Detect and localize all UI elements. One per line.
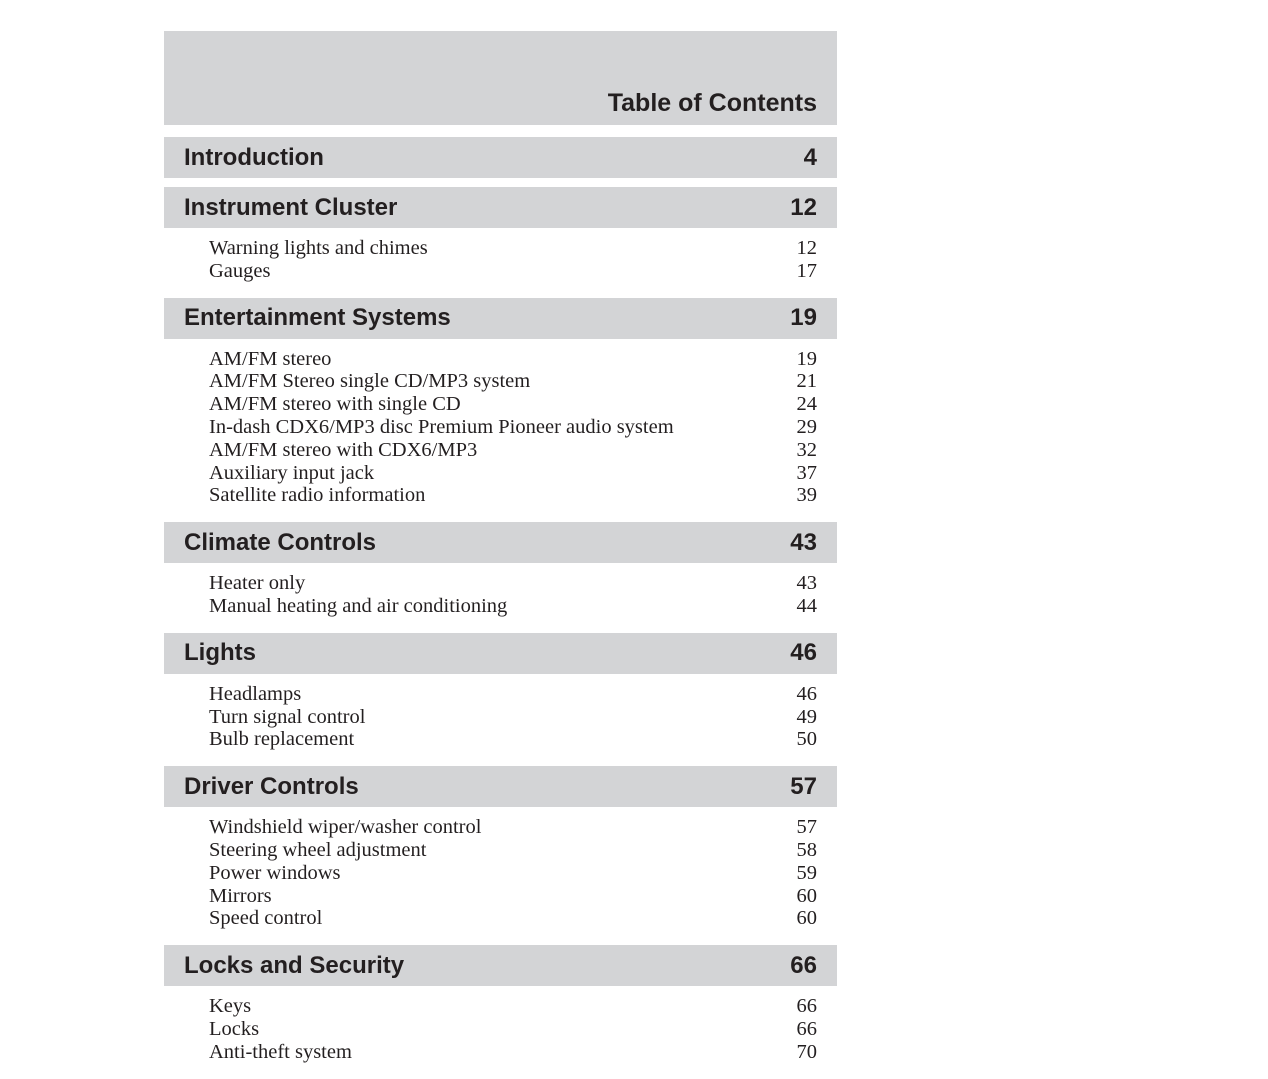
toc-entry[interactable] xyxy=(209,683,817,706)
entry-page-number: 17 xyxy=(796,259,817,282)
toc-entry[interactable] xyxy=(209,462,817,485)
entry-label: Keys xyxy=(209,995,252,1018)
entry-page-number: 12 xyxy=(796,237,817,259)
toc-entry[interactable] xyxy=(209,862,817,885)
entry-label: Manual heating and air conditioning xyxy=(209,594,508,617)
section-page-number: 12 xyxy=(790,193,817,221)
entry-page-number: 60 xyxy=(796,884,817,907)
section-page-number: 4 xyxy=(803,143,817,171)
toc-entry[interactable] xyxy=(209,728,817,751)
section-page-number: 46 xyxy=(790,639,817,667)
entry-page-number: 49 xyxy=(796,705,817,728)
toc-entry[interactable] xyxy=(209,572,817,595)
section-heading[interactable] xyxy=(164,945,837,986)
toc-entry[interactable] xyxy=(209,439,817,462)
toc-entry[interactable] xyxy=(209,995,817,1018)
section-title: Lights xyxy=(184,639,256,667)
entry-label: AM/FM Stereo single CD/MP3 system xyxy=(209,370,531,393)
toc-entry[interactable] xyxy=(209,839,817,862)
toc-entry[interactable] xyxy=(209,885,817,908)
entry-page-number: 57 xyxy=(796,816,817,839)
section-entry-list xyxy=(164,807,837,936)
entry-label: Power windows xyxy=(209,861,341,884)
entry-label: Headlamps xyxy=(209,682,302,705)
entry-page-number: 19 xyxy=(796,347,817,370)
entry-label: Satellite radio information xyxy=(209,484,426,507)
section-title: Introduction xyxy=(184,143,324,171)
entry-label: Steering wheel adjustment xyxy=(209,838,427,861)
toc-entry[interactable] xyxy=(209,816,817,839)
entry-label: Turn signal control xyxy=(209,705,366,728)
entry-label: Warning lights and chimes xyxy=(209,237,428,259)
entry-page-number: 58 xyxy=(796,838,817,861)
entry-page-number: 59 xyxy=(796,861,817,884)
section-page-number: 57 xyxy=(790,772,817,800)
table-of-contents xyxy=(164,31,837,1070)
entry-label: AM/FM stereo xyxy=(209,347,332,370)
section-heading[interactable] xyxy=(164,187,837,228)
section-entry-list xyxy=(164,986,837,1069)
section-page-number: 19 xyxy=(790,304,817,332)
entry-page-number: 32 xyxy=(796,438,817,461)
toc-entry[interactable] xyxy=(209,370,817,393)
section-title: Driver Controls xyxy=(184,772,359,800)
page-title: Table of Contents xyxy=(607,89,817,117)
entry-label: Heater only xyxy=(209,572,306,595)
toc-entry[interactable] xyxy=(209,706,817,729)
toc-entry[interactable] xyxy=(209,484,817,507)
entry-label: Bulb replacement xyxy=(209,728,355,751)
toc-body xyxy=(164,137,837,1070)
section-title: Entertainment Systems xyxy=(184,304,451,332)
entry-page-number: 21 xyxy=(796,370,817,393)
toc-entry[interactable] xyxy=(209,1018,817,1041)
toc-entry[interactable] xyxy=(209,348,817,371)
toc-entry[interactable] xyxy=(209,393,817,416)
entry-page-number: 43 xyxy=(796,572,817,595)
toc-entry[interactable] xyxy=(209,237,817,260)
section-page-number: 66 xyxy=(790,951,817,979)
entry-label: Speed control xyxy=(209,907,323,930)
section-heading[interactable] xyxy=(164,298,837,339)
section-title: Climate Controls xyxy=(184,528,377,556)
section-title: Instrument Cluster xyxy=(184,193,398,221)
toc-entry[interactable] xyxy=(209,260,817,283)
entry-page-number: 66 xyxy=(796,1017,817,1040)
entry-page-number: 46 xyxy=(796,682,817,705)
entry-page-number: 37 xyxy=(796,461,817,484)
section-heading[interactable] xyxy=(164,522,837,563)
entry-label: Mirrors xyxy=(209,884,272,907)
section-heading[interactable] xyxy=(164,137,837,178)
entry-label: AM/FM stereo with CDX6/MP3 xyxy=(209,438,478,461)
section-entry-list xyxy=(164,563,837,624)
toc-entry[interactable] xyxy=(209,907,817,930)
entry-label: Anti-theft system xyxy=(209,1040,352,1063)
entry-page-number: 39 xyxy=(796,484,817,507)
entry-label: Windshield wiper/washer control xyxy=(209,816,482,839)
toc-entry[interactable] xyxy=(209,595,817,618)
entry-page-number: 60 xyxy=(796,907,817,930)
entry-label: In-dash CDX6/MP3 disc Premium Pioneer audio system xyxy=(209,415,674,438)
section-page-number: 43 xyxy=(790,528,817,556)
section-heading[interactable] xyxy=(164,633,837,674)
entry-label: Gauges xyxy=(209,259,271,282)
section-entry-list xyxy=(164,339,837,514)
entry-page-number: 29 xyxy=(796,415,817,438)
entry-page-number: 50 xyxy=(796,728,817,751)
entry-page-number: 24 xyxy=(796,393,817,416)
toc-entry[interactable] xyxy=(209,1041,817,1064)
entry-page-number: 70 xyxy=(796,1040,817,1063)
entry-label: AM/FM stereo with single CD xyxy=(209,393,461,416)
section-entry-list xyxy=(164,674,837,757)
entry-page-number: 44 xyxy=(796,594,817,617)
toc-header xyxy=(164,31,837,125)
section-heading[interactable] xyxy=(164,766,837,807)
section-title: Locks and Security xyxy=(184,951,405,979)
section-entry-list xyxy=(164,228,837,289)
entry-page-number: 66 xyxy=(796,995,817,1018)
entry-label: Auxiliary input jack xyxy=(209,461,375,484)
entry-label: Locks xyxy=(209,1017,260,1040)
toc-entry[interactable] xyxy=(209,416,817,439)
